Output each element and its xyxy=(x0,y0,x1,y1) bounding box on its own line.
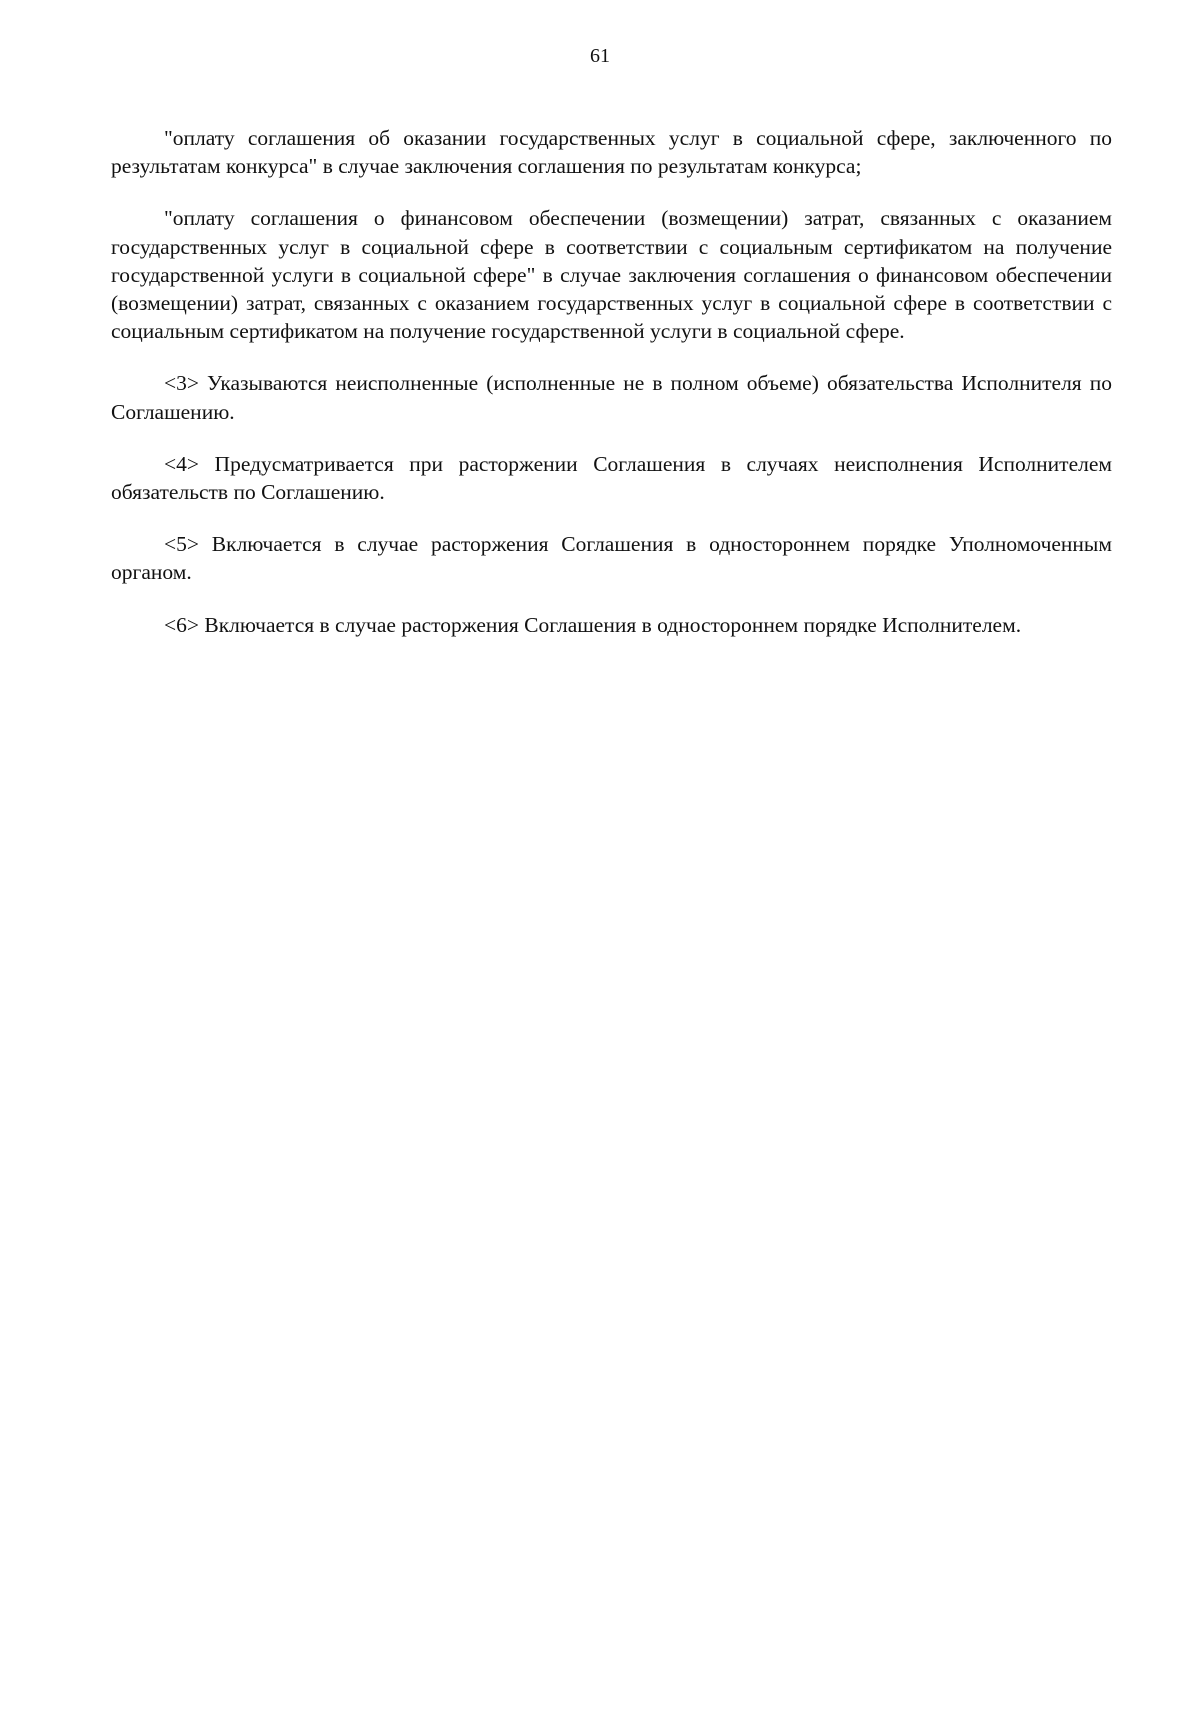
document-body xyxy=(111,124,1112,663)
footnote-6: <6> Включается в случае расторжения Соглашения в одностороннем порядке Исполнителем. xyxy=(164,612,1022,637)
footnote-5: <5> Включается в случае расторжения Соглашения в одностороннем порядке Уполномоченным органом. xyxy=(111,532,1112,585)
paragraph-payment-contest: "оплату соглашения об оказании государственных услуг в социальной сфере, заключенного по результатам конкурса" в случае заключения соглашения по результатам конкурса; xyxy=(111,126,1112,179)
paragraph-payment-certificate: "оплату соглашения о финансовом обеспечении (возмещении) затрат, связанных с оказанием государственных услуг в социальной сфере в соответствии с социальным сертификатом на получение государственной услуги в социальной сфере" в случае заключения соглашения о финансовом обеспечении (возмещении) затрат, связанных с оказанием государственных услуг в социальной сфере в соответствии с социальным сертификатом на получение государственной услуги в социальной сфере. xyxy=(111,206,1112,344)
footnote-4: <4> Предусматривается при расторжении Соглашения в случаях неисполнения Исполнителем обязательств по Соглашению. xyxy=(111,451,1112,505)
page-number: 61 xyxy=(590,45,610,67)
footnote-3: <3> Указываются неисполненные (исполненные не в полном объеме) обязательства Исполнителя по Соглашению. xyxy=(111,371,1112,424)
